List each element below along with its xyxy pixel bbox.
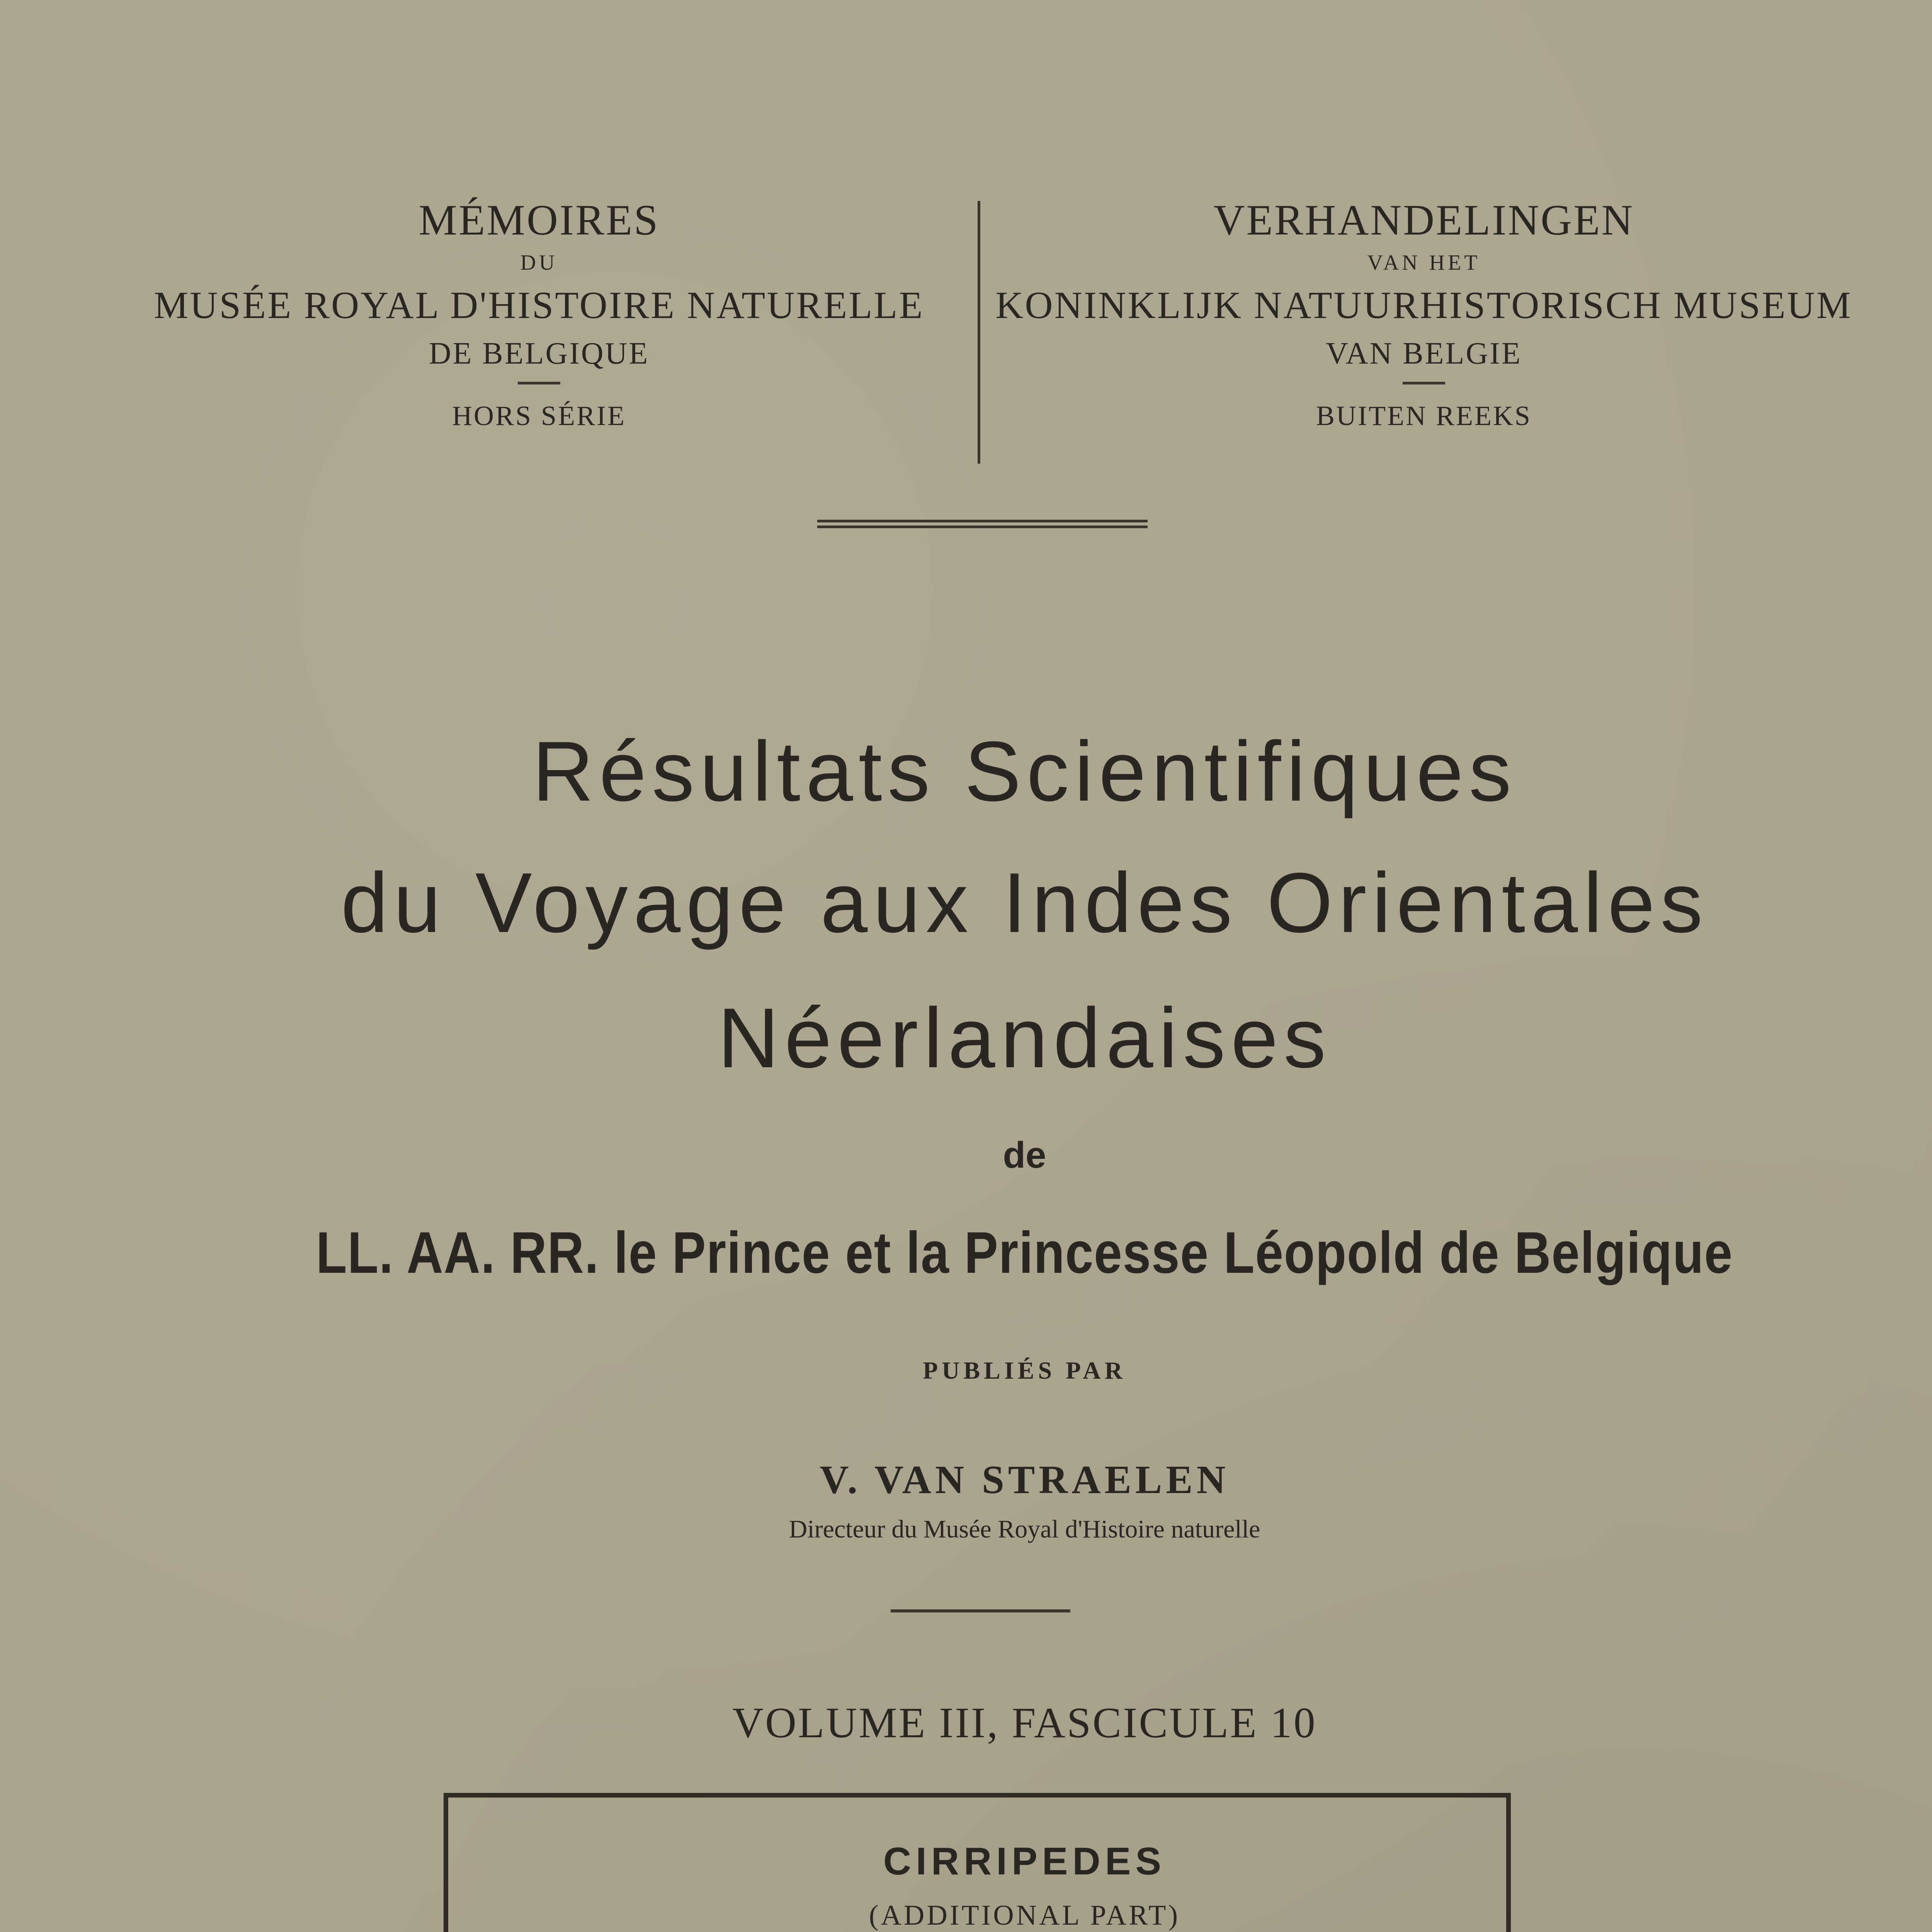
header-right-title: VERHANDELINGEN <box>1213 196 1634 244</box>
editor-role: Directeur du Musée Royal d'Histoire naturelle <box>789 1515 1260 1543</box>
header-right-van-het: VAN HET <box>1367 251 1481 275</box>
header-right <box>956 193 1891 437</box>
title-prince: LL. AA. RR. le Prince et la Princesse Léopold de Belgique <box>316 1220 1733 1286</box>
header-left-series: HORS SÉRIE <box>452 400 626 431</box>
header-right-dash <box>1403 382 1445 384</box>
title-rule <box>891 1609 1070 1612</box>
title-line-1: Résultats Scientifiques <box>532 724 1517 819</box>
header-left-title: MÉMOIRES <box>418 196 660 244</box>
editor-name: V. VAN STRAELEN <box>820 1458 1230 1502</box>
header-right-institution: KONINKLIJK NATUURHISTORISCH MUSEUM <box>995 284 1852 327</box>
header-right-country: VAN BELGIE <box>1326 337 1522 371</box>
published-by: PUBLIÉS PAR <box>923 1357 1126 1384</box>
header-left-dash <box>518 382 560 384</box>
article-title: CIRRIPEDES <box>883 1840 1166 1883</box>
header-left-du: DU <box>520 251 558 275</box>
title-line-2: du Voyage aux Indes Orientales <box>341 855 1708 950</box>
title-de: de <box>1003 1134 1046 1176</box>
volume-fascicule: VOLUME III, FASCICULE 10 <box>732 1699 1317 1747</box>
header-left <box>71 193 1007 437</box>
header-right-series: BUITEN REEKS <box>1316 400 1532 431</box>
article-subtitle: (ADDITIONAL PART) <box>869 1900 1180 1931</box>
header-double-rule <box>817 520 1148 528</box>
header-left-institution: MUSÉE ROYAL D'HISTOIRE NATURELLE <box>154 284 924 327</box>
title-line-3: Néerlandaises <box>718 990 1332 1085</box>
header-left-country: DE BELGIQUE <box>429 337 650 371</box>
